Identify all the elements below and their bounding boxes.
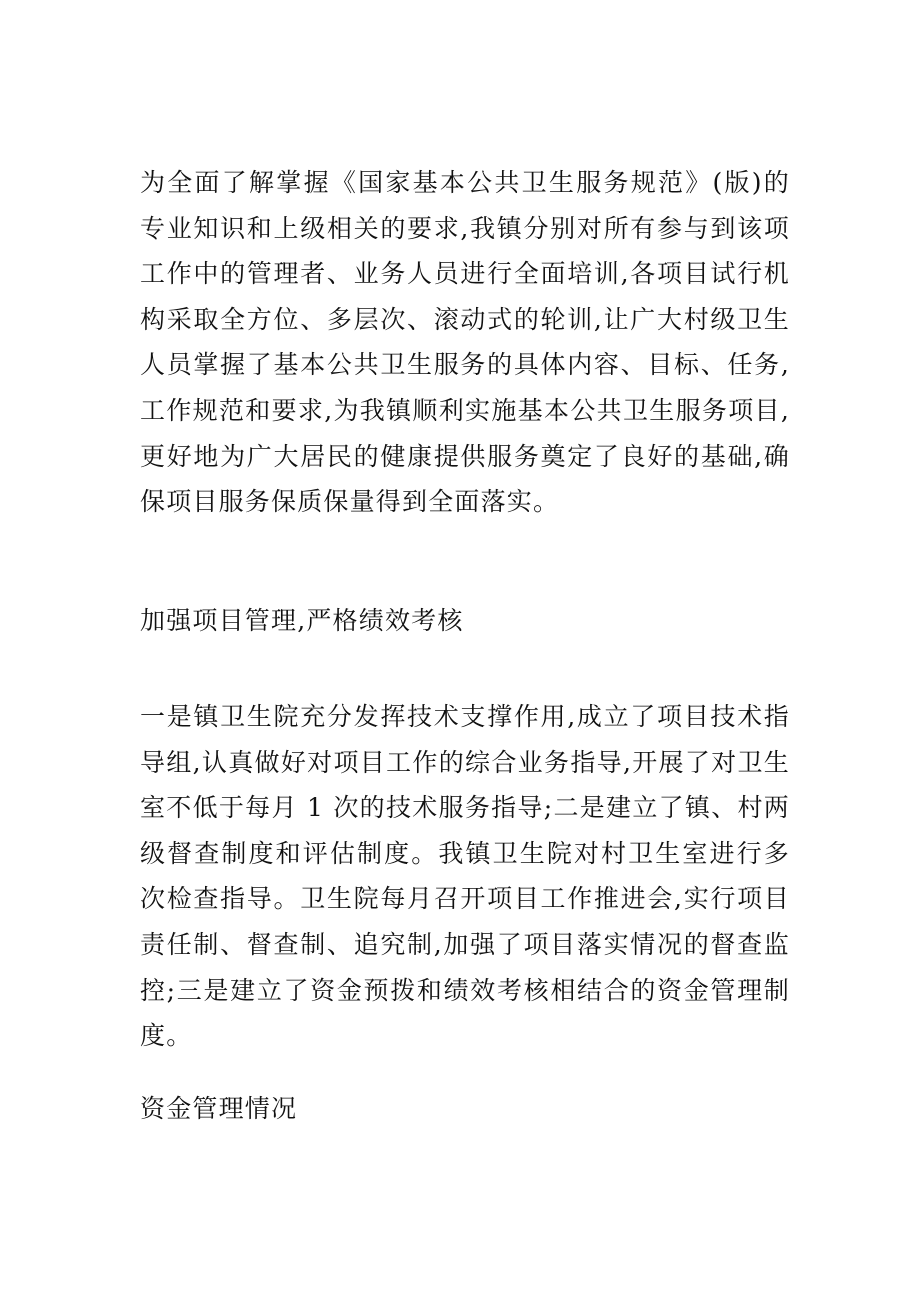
- section-heading-project-management: 加强项目管理,严格绩效考核: [140, 606, 464, 635]
- paragraph-management-measures: 一是镇卫生院充分发挥技术支撑作用,成立了项目技术指导组,认真做好对项目工作的综合业务指导,开展了对卫生室不低于每月 1 次的技术服务指导;二是建立了镇、村两级督查制度和评估制度。我镇卫生院对村卫生室进行多次检查指导。卫生院每月召开项目工作推进会,实行项目责任制、督查制、追究制,加强了项目落实情况的督查监控;三是建立了资金预拨和绩效考核相结合的资金管理制度。: [140, 702, 790, 1051]
- section-heading-fund-management: 资金管理情况: [140, 1094, 298, 1123]
- paragraph-training: 为全面了解掌握《国家基本公共卫生服务规范》(版)的专业知识和上级相关的要求,我镇分别对所有参与到该项工作中的管理者、业务人员进行全面培训,各项目试行机构采取全方位、多层次、滚动式的轮训,让广大村级卫生人员掌握了基本公共卫生服务的具体内容、目标、任务,工作规范和要求,为我镇顺利实施基本公共卫生服务项目,更好地为广大居民的健康提供服务奠定了良好的基础,确保项目服务保质保量得到全面落实。: [140, 168, 790, 517]
